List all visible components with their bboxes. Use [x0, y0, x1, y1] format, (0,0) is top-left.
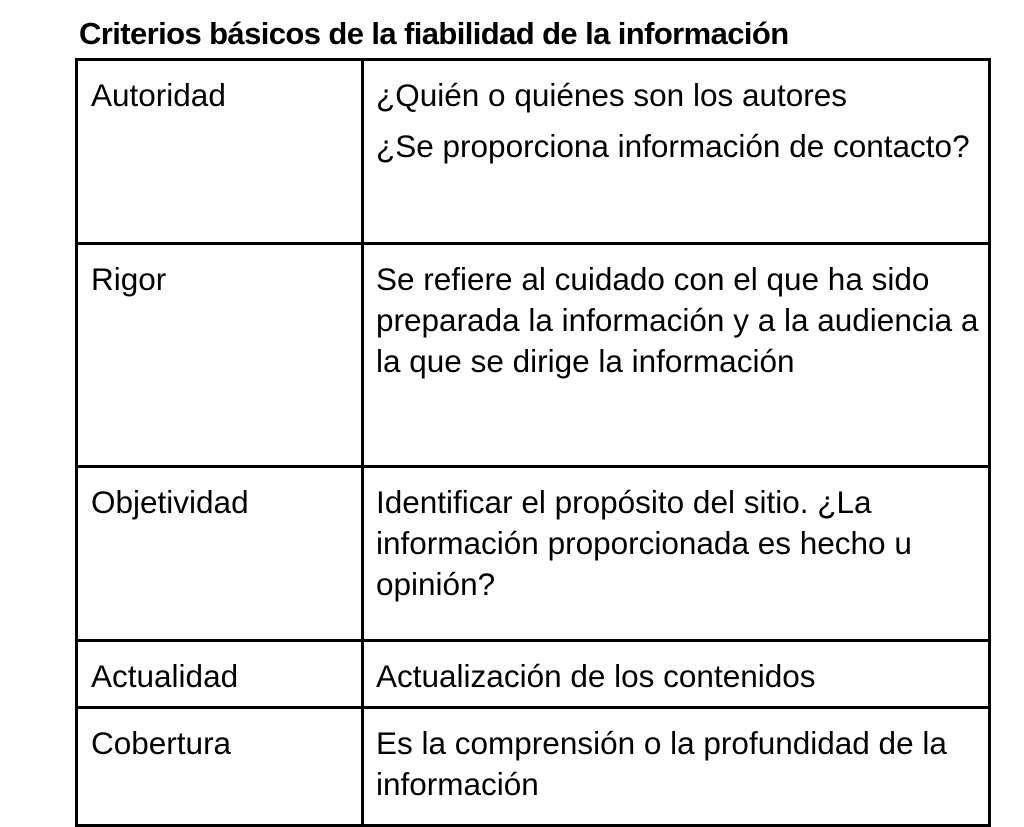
description-text: Actualización de los contenidos — [376, 658, 816, 694]
criterion-description — [363, 708, 990, 826]
description-text: Se refiere al cuidado con el que ha sido preparada la información y a la audiencia a la que se dirige la información — [376, 261, 979, 379]
description-text: ¿Se proporciona información de contacto? — [376, 128, 970, 164]
criterion-description — [363, 244, 990, 467]
description-text: Identificar el propósito del sitio. ¿La información proporcionada es hecho u opinión? — [376, 484, 912, 602]
criterion-name: Autoridad — [77, 60, 363, 244]
criterion-name: Cobertura — [77, 708, 363, 826]
description-text: Es la comprensión o la profundidad de la información — [376, 725, 947, 802]
table-row-cobertura — [77, 708, 990, 826]
slide-title: Criterios básicos de la fiabilidad de la información — [79, 16, 789, 51]
criterion-name: Rigor — [77, 244, 363, 467]
criterion-description — [363, 467, 990, 641]
table-row-objetividad — [77, 467, 990, 641]
criteria-table — [75, 58, 991, 827]
description-text: ¿Quién o quiénes son los autores — [376, 77, 848, 113]
table-row-actualidad — [77, 641, 990, 708]
table-row-rigor — [77, 244, 990, 467]
criterion-description — [363, 641, 990, 708]
table-row-autoridad — [77, 60, 990, 244]
criterion-name: Actualidad — [77, 641, 363, 708]
criterion-name: Objetividad — [77, 467, 363, 641]
criterion-description — [363, 60, 990, 244]
